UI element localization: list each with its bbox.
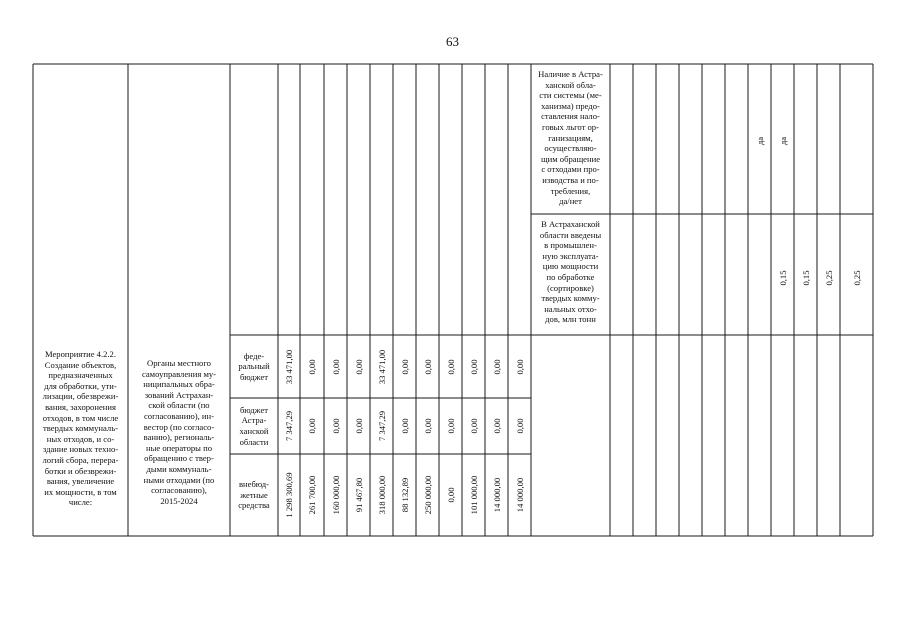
funding-value: 0,00: [353, 418, 364, 434]
measure-executor-line: вестор (по согласо-: [143, 421, 215, 432]
measure-title-line: Мероприятие 4.2.2.: [44, 349, 117, 359]
measure-title-line: логий сбора, перера-: [42, 454, 119, 465]
measure-executor-line: 2015-2024: [160, 495, 198, 506]
indicator-value: 0,15: [777, 270, 788, 286]
funding-value: 7 347,29: [284, 410, 294, 442]
funding-value: 0,00: [307, 358, 317, 375]
funding-value: 33 471,00: [376, 349, 387, 384]
indicator-tax-benefits-line: да/нет: [559, 196, 582, 207]
measure-title-line: лизации, обезврежи-: [42, 391, 119, 402]
measure-title-line: отходов, в том числе: [42, 412, 119, 423]
funding-value: 14 000,00: [491, 477, 502, 513]
funding-source-line: ханской: [239, 425, 269, 436]
measure-executor-line: обращению с твер-: [144, 453, 214, 464]
funding-source-line: бюджет: [239, 404, 269, 415]
funding-value: 0,00: [491, 358, 502, 375]
indicator-value: 0,25: [851, 270, 862, 286]
indicator-sorting-capacity-line: области введены: [539, 229, 602, 240]
indicator-sorting-capacity: [533, 219, 608, 325]
measure-executor-line: зований Астрахан-: [144, 389, 214, 400]
funding-value: 160 000,00: [330, 475, 341, 515]
indicator-tax-benefits-line: ганизациям,: [548, 132, 593, 143]
funding-value: 0,00: [468, 358, 479, 375]
indicator-sorting-capacity-line: цию мощности: [542, 261, 599, 272]
indicator-sorting-capacity-line: в промышлен-: [544, 240, 597, 251]
measure-executor-line: ской области (по: [148, 400, 210, 411]
funding-source-line: области: [239, 436, 269, 447]
measure-title-line: Создание объектов,: [44, 359, 117, 370]
funding-value: 0,00: [491, 418, 502, 434]
measure-executor-line: ными отходами (по: [143, 474, 215, 485]
measure-title-line: числе:: [68, 497, 93, 508]
measure-title-line: здание новых техно-: [42, 444, 119, 455]
indicator-tax-benefits: [533, 69, 608, 207]
measure-executor-line: ниципальных обра-: [143, 379, 215, 390]
funding-source-line: внебюд-: [238, 479, 270, 490]
measure-title-line: их мощности, в том: [44, 486, 117, 497]
indicator-tax-benefits-line: ханской обла-: [545, 79, 596, 90]
funding-source-line: феде-: [243, 350, 265, 361]
funding-source-line: бюджет: [239, 371, 269, 382]
funding-value: 0,00: [353, 358, 364, 375]
funding-value: 0,00: [445, 487, 456, 503]
measure-executor-line: Органы местного: [147, 358, 211, 368]
funding-value: 88 132,89: [399, 477, 410, 513]
funding-value: 0,00: [399, 418, 410, 434]
measure-title: [35, 349, 126, 508]
indicator-tax-benefits-line: изводства и по-: [542, 174, 599, 185]
measure-executor-line: согласованию),: [151, 485, 207, 496]
measure-title-line: ботки и обезврежи-: [44, 465, 117, 476]
page-number: 63: [446, 34, 459, 49]
funding-value: 1 298 300,69: [284, 472, 294, 518]
indicator-sorting-capacity-line: (сортировке): [547, 282, 594, 293]
funding-value: 0,00: [445, 358, 456, 375]
measure-executor-line: ванию), региональ-: [143, 432, 215, 443]
indicator-tax-benefits-line: щим обращение: [540, 153, 601, 164]
indicator-sorting-capacity-line: дов, млн тонн: [545, 314, 596, 325]
indicator-sorting-capacity-line: В Астраханской: [541, 219, 600, 229]
funding-value: 318 000,00: [376, 475, 387, 515]
funding-value: 33 471,00: [284, 349, 294, 384]
measure-title-line: вания, увеличение: [46, 476, 115, 487]
funding-value: 0,00: [399, 358, 410, 375]
funding-value: 14 000,00: [514, 477, 525, 513]
measure-title-line: вания, захоронения: [45, 401, 116, 412]
funding-value: 0,00: [514, 358, 525, 375]
funding-source-line: Астра-: [241, 415, 267, 426]
indicator-tax-benefits-line: Наличие в Астра-: [538, 69, 603, 79]
measure-title-line: твердых коммуналь-: [43, 423, 118, 434]
measure-executor: [130, 358, 228, 506]
funding-value: 0,00: [422, 418, 433, 434]
measure-title-line: предназначенных: [48, 370, 113, 381]
measure-executor-line: самоуправления му-: [141, 368, 217, 379]
indicator-sorting-capacity-line: по обработке: [546, 271, 595, 282]
indicator-value: да: [777, 136, 788, 146]
indicator-value: 0,25: [823, 270, 834, 286]
funding-value: 261 700,00: [307, 475, 317, 515]
indicator-sorting-capacity-line: ную эксплуата-: [542, 250, 599, 261]
funding-source-line: ральный: [238, 361, 270, 372]
measure-executor-line: дыми коммуналь-: [146, 463, 212, 474]
indicator-tax-benefits-line: требления,: [550, 185, 591, 196]
indicator-value: 0,15: [800, 270, 811, 286]
measure-title-line: ных отходов, и со-: [46, 433, 115, 444]
funding-value: 0,00: [514, 418, 525, 434]
indicator-tax-benefits-line: с отходами про-: [541, 164, 600, 175]
funding-value: 0,00: [330, 358, 341, 375]
indicator-tax-benefits-line: осуществляю-: [544, 143, 597, 154]
funding-source-line: средства: [238, 500, 270, 511]
indicator-sorting-capacity-line: нальных отхо-: [544, 303, 597, 314]
funding-source: [231, 351, 277, 383]
funding-value: 91 467,80: [353, 477, 364, 513]
measure-title-line: для обработки, ути-: [44, 380, 117, 391]
indicator-tax-benefits-line: сти системы (ме-: [539, 90, 602, 101]
funding-source-line: жетные: [240, 489, 268, 500]
funding-value: 7 347,29: [376, 410, 387, 442]
funding-value: 0,00: [445, 418, 456, 434]
indicator-sorting-capacity-line: твердых комму-: [541, 293, 600, 304]
funding-value: 0,00: [307, 418, 317, 434]
measure-executor-line: согласованию), ин-: [143, 410, 214, 421]
indicator-tax-benefits-line: говых льгот ор-: [542, 121, 599, 132]
funding-source: [231, 479, 277, 511]
funding-value: 0,00: [330, 418, 341, 434]
funding-value: 101 000,00: [468, 475, 479, 515]
funding-source: [231, 405, 277, 447]
indicator-value: да: [754, 136, 765, 146]
funding-value: 0,00: [422, 358, 433, 375]
measure-executor-line: ные операторы по: [146, 442, 212, 453]
funding-value: 250 000,00: [422, 475, 433, 515]
indicator-tax-benefits-line: ханизма) предо-: [541, 100, 600, 111]
funding-value: 0,00: [468, 418, 479, 434]
indicator-tax-benefits-line: ставления нало-: [541, 111, 600, 122]
